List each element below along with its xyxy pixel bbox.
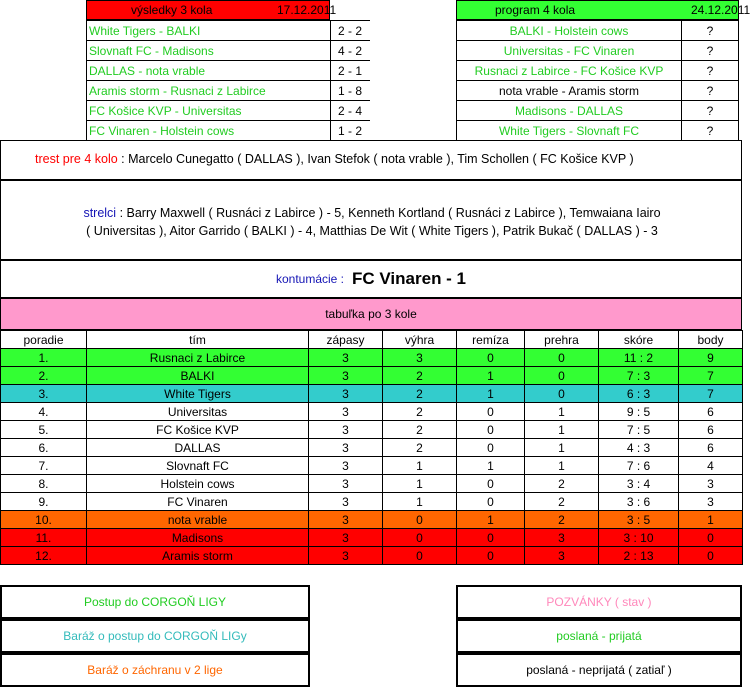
cell-vyhra: 2 — [383, 421, 457, 439]
result-match-2: Slovnaft FC - Madisons — [86, 40, 331, 61]
cell-tim: Universitas — [87, 403, 309, 421]
cell-remiza: 0 — [457, 529, 525, 547]
cell-prehra: 2 — [525, 475, 599, 493]
cell-vyhra: 2 — [383, 403, 457, 421]
program-match-3: Rusnaci z Labirce - FC Košice KVP — [456, 60, 682, 81]
result-match-3: DALLAS - nota vrable — [86, 60, 331, 81]
program-score-2: ? — [681, 40, 739, 61]
cell-zapasy: 3 — [309, 421, 383, 439]
trest-label: trest pre 4 kolo — [35, 152, 118, 166]
cell-vyhra: 2 — [383, 385, 457, 403]
result-score-4: 1 - 8 — [330, 80, 370, 101]
program-match-1: BALKI - Holstein cows — [456, 20, 682, 41]
cell-skore: 3 : 5 — [599, 511, 679, 529]
cell-prehra: 1 — [525, 439, 599, 457]
result-match-5: FC Košice KVP - Universitas — [86, 100, 331, 121]
cell-zapasy: 3 — [309, 403, 383, 421]
cell-vyhra: 1 — [383, 457, 457, 475]
table-row — [1, 403, 743, 421]
cell-poradie: 7. — [1, 457, 87, 475]
program-score-4: ? — [681, 80, 739, 101]
cell-zapasy: 3 — [309, 385, 383, 403]
table-row — [1, 421, 743, 439]
program-match-4: nota vrable - Aramis storm — [456, 80, 682, 101]
cell-poradie: 10. — [1, 511, 87, 529]
legend-baraz-zachrana: Baráž o záchranu v 2 lige — [0, 653, 310, 687]
cell-skore: 3 : 10 — [599, 529, 679, 547]
cell-prehra: 1 — [525, 421, 599, 439]
header-vyhra: výhra — [383, 331, 457, 349]
cell-body: 4 — [679, 457, 743, 475]
program-date: 24.12.2011 — [691, 3, 750, 17]
cell-vyhra: 0 — [383, 547, 457, 565]
standings-table — [0, 330, 743, 565]
cell-skore: 9 : 5 — [599, 403, 679, 421]
kontumacie-label: kontumácie : — [275, 272, 345, 286]
program-match-6: White Tigers - Slovnaft FC — [456, 120, 682, 141]
cell-poradie: 12. — [1, 547, 87, 565]
cell-body: 7 — [679, 385, 743, 403]
result-match-6: FC Vinaren - Holstein cows — [86, 120, 331, 141]
cell-body: 0 — [679, 529, 743, 547]
result-score-5: 2 - 4 — [330, 100, 370, 121]
cell-prehra: 1 — [525, 457, 599, 475]
cell-poradie: 8. — [1, 475, 87, 493]
legend-poslana-prijata: poslaná - prijatá — [456, 619, 742, 653]
cell-remiza: 0 — [457, 493, 525, 511]
table-row — [1, 385, 743, 403]
trest-text: : Marcelo Cunegatto ( DALLAS ), Ivan Stefok ( nota vrable ), Tim Schollen ( FC Košice KVP ) — [117, 152, 634, 166]
cell-poradie: 2. — [1, 367, 87, 385]
cell-remiza: 0 — [457, 439, 525, 457]
cell-remiza: 0 — [457, 403, 525, 421]
cell-tim: Rusnaci z Labirce — [87, 349, 309, 367]
cell-vyhra: 1 — [383, 493, 457, 511]
result-score-2: 4 - 2 — [330, 40, 370, 61]
cell-skore: 7 : 5 — [599, 421, 679, 439]
cell-tim: Aramis storm — [87, 547, 309, 565]
cell-zapasy: 3 — [309, 511, 383, 529]
legend-baraz-postup: Baráž o postup do CORGOŇ LIGy — [0, 619, 310, 653]
cell-poradie: 5. — [1, 421, 87, 439]
program-score-6: ? — [681, 120, 739, 141]
cell-zapasy: 3 — [309, 367, 383, 385]
table-title-bar — [0, 298, 742, 330]
table-row — [1, 529, 743, 547]
cell-tim: FC Vinaren — [87, 493, 309, 511]
standings-header-row — [1, 331, 743, 349]
cell-poradie: 6. — [1, 439, 87, 457]
results-header — [86, 0, 337, 20]
cell-skore: 4 : 3 — [599, 439, 679, 457]
table-row — [1, 349, 743, 367]
program-score-5: ? — [681, 100, 739, 121]
program-header — [456, 0, 750, 20]
cell-remiza: 1 — [457, 367, 525, 385]
program-title: program 4 kola — [495, 3, 576, 17]
header-remiza: remíza — [457, 331, 525, 349]
cell-body: 0 — [679, 547, 743, 565]
cell-remiza: 0 — [457, 547, 525, 565]
cell-prehra: 0 — [525, 349, 599, 367]
cell-prehra: 2 — [525, 493, 599, 511]
cell-zapasy: 3 — [309, 439, 383, 457]
header-skore: skóre — [599, 331, 679, 349]
cell-body: 6 — [679, 403, 743, 421]
cell-body: 6 — [679, 421, 743, 439]
cell-body: 9 — [679, 349, 743, 367]
cell-poradie: 1. — [1, 349, 87, 367]
cell-skore: 6 : 3 — [599, 385, 679, 403]
cell-tim: Holstein cows — [87, 475, 309, 493]
legend-postup: Postup do CORGOŇ LIGY — [0, 585, 310, 619]
table-row — [1, 439, 743, 457]
trest-section — [0, 140, 742, 180]
cell-tim: DALLAS — [87, 439, 309, 457]
result-score-6: 1 - 2 — [330, 120, 370, 141]
program-match-5: Madisons - DALLAS — [456, 100, 682, 121]
cell-vyhra: 2 — [383, 439, 457, 457]
legend-pozvanky: POZVÁNKY ( stav ) — [456, 585, 742, 619]
header-zapasy: zápasy — [309, 331, 383, 349]
header-tim: tím — [87, 331, 309, 349]
header-prehra: prehra — [525, 331, 599, 349]
cell-poradie: 11. — [1, 529, 87, 547]
strelci-section — [0, 180, 742, 260]
program-match-2: Universitas - FC Vinaren — [456, 40, 682, 61]
cell-skore: 2 : 13 — [599, 547, 679, 565]
cell-body: 7 — [679, 367, 743, 385]
table-row — [1, 457, 743, 475]
strelci-line1: strelci : Barry Maxwell ( Rusnáci z Labirce ) - 5, Kenneth Kortland ( Rusnáci z Labirce ), Temwaiana Iairo — [83, 206, 661, 220]
cell-remiza: 1 — [457, 511, 525, 529]
cell-vyhra: 0 — [383, 511, 457, 529]
cell-tim: White Tigers — [87, 385, 309, 403]
cell-zapasy: 3 — [309, 349, 383, 367]
cell-body: 1 — [679, 511, 743, 529]
cell-zapasy: 3 — [309, 529, 383, 547]
cell-body: 6 — [679, 439, 743, 457]
cell-body: 3 — [679, 493, 743, 511]
cell-tim: FC Košice KVP — [87, 421, 309, 439]
program-score-3: ? — [681, 60, 739, 81]
results-title: výsledky 3 kola — [131, 3, 213, 17]
cell-prehra: 3 — [525, 547, 599, 565]
cell-skore: 3 : 6 — [599, 493, 679, 511]
cell-poradie: 3. — [1, 385, 87, 403]
cell-skore: 7 : 6 — [599, 457, 679, 475]
legend-poslana-neprijata: poslaná - neprijatá ( zatiaľ ) — [456, 653, 742, 687]
result-score-3: 2 - 1 — [330, 60, 370, 81]
cell-tim: Madisons — [87, 529, 309, 547]
table-row — [1, 367, 743, 385]
cell-vyhra: 0 — [383, 529, 457, 547]
cell-zapasy: 3 — [309, 547, 383, 565]
cell-zapasy: 3 — [309, 457, 383, 475]
cell-tim: Slovnaft FC — [87, 457, 309, 475]
results-date: 17.12.2011 — [277, 3, 337, 17]
cell-tim: BALKI — [87, 367, 309, 385]
strelci-label: strelci — [83, 206, 117, 220]
cell-zapasy: 3 — [309, 475, 383, 493]
table-title: tabuľka po 3 kole — [325, 307, 417, 321]
header-poradie: poradie — [1, 331, 87, 349]
cell-skore: 7 : 3 — [599, 367, 679, 385]
cell-vyhra: 1 — [383, 475, 457, 493]
result-score-1: 2 - 2 — [330, 20, 370, 41]
cell-prehra: 1 — [525, 403, 599, 421]
cell-poradie: 9. — [1, 493, 87, 511]
result-match-4: Aramis storm - Rusnaci z Labirce — [86, 80, 331, 101]
cell-zapasy: 3 — [309, 493, 383, 511]
cell-prehra: 0 — [525, 367, 599, 385]
kontumacie-value: FC Vinaren - 1 — [352, 269, 467, 288]
cell-vyhra: 3 — [383, 349, 457, 367]
table-row — [1, 475, 743, 493]
cell-vyhra: 2 — [383, 367, 457, 385]
cell-prehra: 3 — [525, 529, 599, 547]
cell-skore: 3 : 4 — [599, 475, 679, 493]
cell-body: 3 — [679, 475, 743, 493]
cell-poradie: 4. — [1, 403, 87, 421]
cell-remiza: 0 — [457, 421, 525, 439]
cell-remiza: 0 — [457, 349, 525, 367]
result-match-1: White Tigers - BALKI — [86, 20, 331, 41]
strelci-line2: ( Universitas ), Aitor Garrido ( BALKI ) - 4, Matthias De Wit ( White Tigers ), Patrik Bukač ( DALLAS ) - 3 — [86, 224, 658, 238]
cell-remiza: 1 — [457, 385, 525, 403]
program-score-1: ? — [681, 20, 739, 41]
cell-prehra: 0 — [525, 385, 599, 403]
table-row — [1, 547, 743, 565]
cell-remiza: 0 — [457, 475, 525, 493]
table-row — [1, 511, 743, 529]
cell-prehra: 2 — [525, 511, 599, 529]
cell-remiza: 1 — [457, 457, 525, 475]
kontumacie-section — [0, 260, 742, 298]
cell-tim: nota vrable — [87, 511, 309, 529]
cell-skore: 11 : 2 — [599, 349, 679, 367]
table-row — [1, 493, 743, 511]
header-body: body — [679, 331, 743, 349]
